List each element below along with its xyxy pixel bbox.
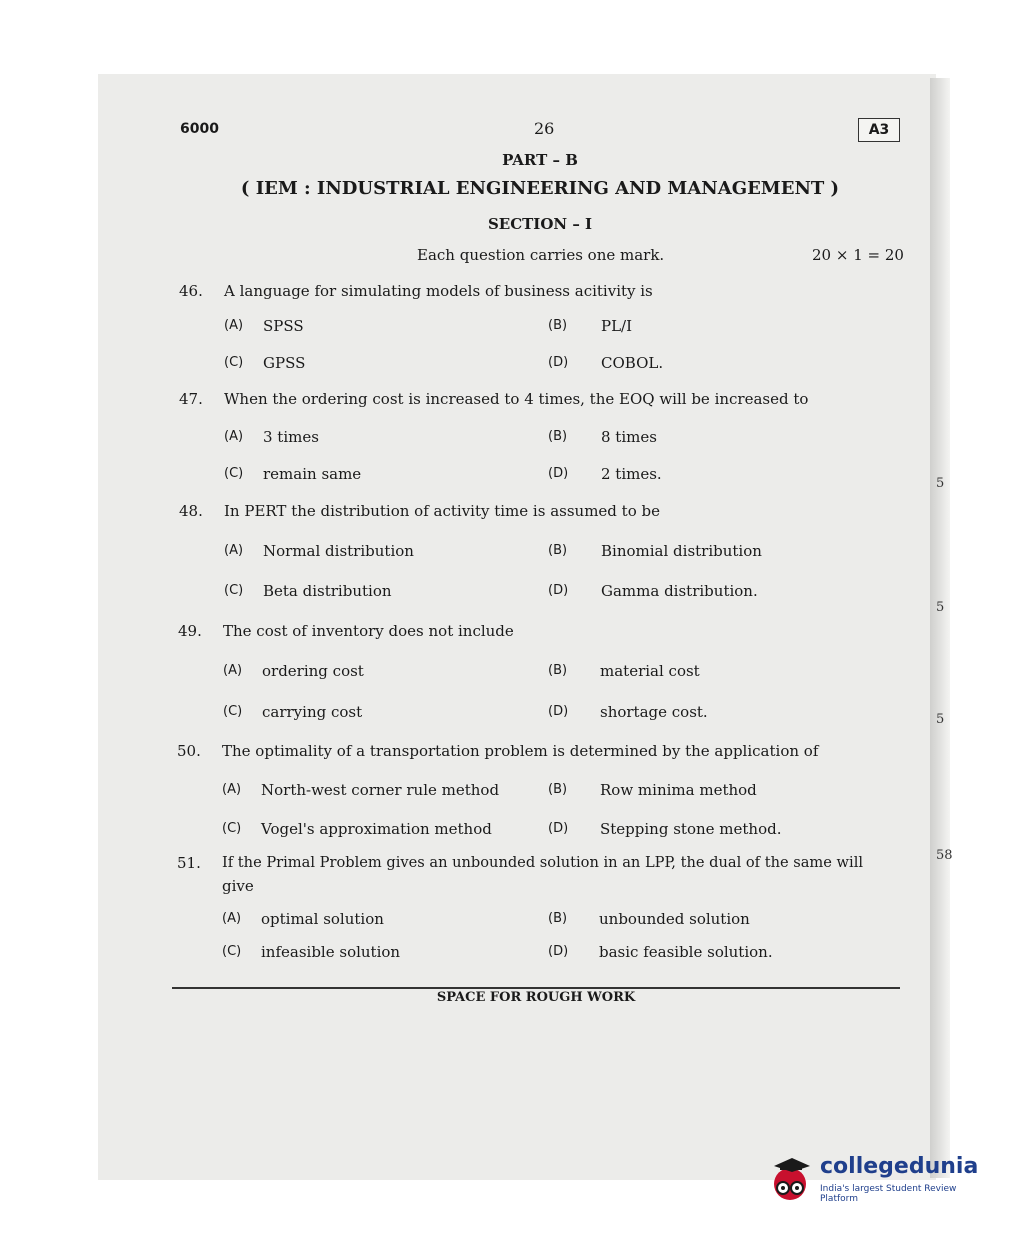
option-text: infeasible solution bbox=[261, 943, 401, 961]
option-label: (C) bbox=[222, 944, 242, 959]
option-text: Gamma distribution. bbox=[601, 582, 758, 600]
option-text: carrying cost bbox=[262, 703, 363, 721]
option-label: (B) bbox=[548, 911, 568, 926]
option-text: Vogel's approximation method bbox=[261, 820, 492, 838]
part-title: PART – B bbox=[502, 151, 578, 169]
option-text: Row minima method bbox=[600, 781, 757, 799]
option-text: optimal solution bbox=[261, 910, 384, 928]
option-label: (D) bbox=[548, 583, 569, 598]
question-number: 48. bbox=[179, 502, 203, 520]
instruction: Each question carries one mark. bbox=[417, 246, 665, 264]
student-mascot-icon bbox=[766, 1150, 818, 1210]
question-number: 51. bbox=[177, 854, 201, 872]
collegedunia-watermark bbox=[766, 1150, 996, 1210]
brand-name: collegedunia bbox=[820, 1154, 979, 1179]
option-label: (A) bbox=[224, 543, 244, 558]
option-text: 3 times bbox=[263, 428, 319, 446]
option-label: (A) bbox=[224, 318, 244, 333]
option-text: basic feasible solution. bbox=[599, 943, 773, 961]
section-title: SECTION – I bbox=[487, 215, 593, 233]
option-label: (D) bbox=[548, 821, 569, 836]
margin-mark: 58 bbox=[936, 848, 953, 863]
question-text: When the ordering cost is increased to 4 times, the EOQ will be increased to bbox=[224, 390, 809, 408]
option-text: Normal distribution bbox=[263, 542, 414, 560]
option-label: (D) bbox=[548, 466, 569, 481]
option-label: (C) bbox=[224, 583, 244, 598]
option-text: GPSS bbox=[263, 354, 306, 372]
question-text: If the Primal Problem gives an unbounded solution in an LPP, the dual of the same will bbox=[222, 854, 864, 871]
question-text-continuation: give bbox=[222, 877, 254, 895]
margin-mark: 5 bbox=[936, 600, 945, 615]
rough-work-label: SPACE FOR ROUGH WORK bbox=[436, 990, 636, 1005]
booklet-series-badge: A3 bbox=[858, 118, 900, 142]
option-text: Stepping stone method. bbox=[600, 820, 782, 838]
option-label: (A) bbox=[223, 663, 243, 678]
subject-title: ( IEM : INDUSTRIAL ENGINEERING AND MANAGEMENT ) bbox=[240, 178, 840, 199]
brand-tagline: India's largest Student Review Platform bbox=[820, 1184, 957, 1204]
question-number: 49. bbox=[178, 622, 202, 640]
rough-work-divider bbox=[172, 987, 900, 989]
option-label: (B) bbox=[548, 543, 568, 558]
option-label: (C) bbox=[223, 704, 243, 719]
option-text: ordering cost bbox=[262, 662, 364, 680]
option-text: COBOL. bbox=[601, 354, 664, 372]
option-text: remain same bbox=[263, 465, 362, 483]
option-text: Beta distribution bbox=[263, 582, 392, 600]
option-text: shortage cost. bbox=[600, 703, 708, 721]
option-label: (C) bbox=[222, 821, 242, 836]
option-text: North-west corner rule method bbox=[261, 781, 500, 799]
option-text: 8 times bbox=[601, 428, 657, 446]
question-number: 46. bbox=[179, 282, 203, 300]
option-label: (C) bbox=[224, 355, 244, 370]
option-label: (A) bbox=[222, 782, 242, 797]
option-text: PL/I bbox=[601, 317, 633, 335]
option-text: material cost bbox=[600, 662, 700, 680]
margin-mark: 5 bbox=[936, 712, 945, 727]
option-label: (A) bbox=[224, 429, 244, 444]
option-label: (D) bbox=[548, 355, 569, 370]
option-label: (B) bbox=[548, 782, 568, 797]
option-label: (A) bbox=[222, 911, 242, 926]
option-text: Binomial distribution bbox=[601, 542, 762, 560]
option-label: (D) bbox=[548, 704, 569, 719]
option-text: unbounded solution bbox=[599, 910, 750, 928]
margin-mark: 5 bbox=[936, 476, 945, 491]
option-text: 2 times. bbox=[601, 465, 662, 483]
option-label: (C) bbox=[224, 466, 244, 481]
question-number: 47. bbox=[179, 390, 203, 408]
paper-code: 6000 bbox=[180, 121, 219, 137]
page-number: 26 bbox=[534, 119, 555, 138]
question-text: The cost of inventory does not include bbox=[223, 622, 514, 640]
option-label: (B) bbox=[548, 318, 568, 333]
option-text: SPSS bbox=[263, 317, 304, 335]
question-text: The optimality of a transportation problem is determined by the application of bbox=[222, 742, 819, 760]
question-text: A language for simulating models of business acitivity is bbox=[224, 282, 653, 300]
marks-formula: 20 × 1 = 20 bbox=[812, 246, 904, 264]
option-label: (B) bbox=[548, 663, 568, 678]
question-number: 50. bbox=[177, 742, 201, 760]
question-text: In PERT the distribution of activity time is assumed to be bbox=[224, 502, 660, 520]
option-label: (D) bbox=[548, 944, 569, 959]
option-label: (B) bbox=[548, 429, 568, 444]
page-edge-shadow bbox=[930, 78, 950, 1178]
